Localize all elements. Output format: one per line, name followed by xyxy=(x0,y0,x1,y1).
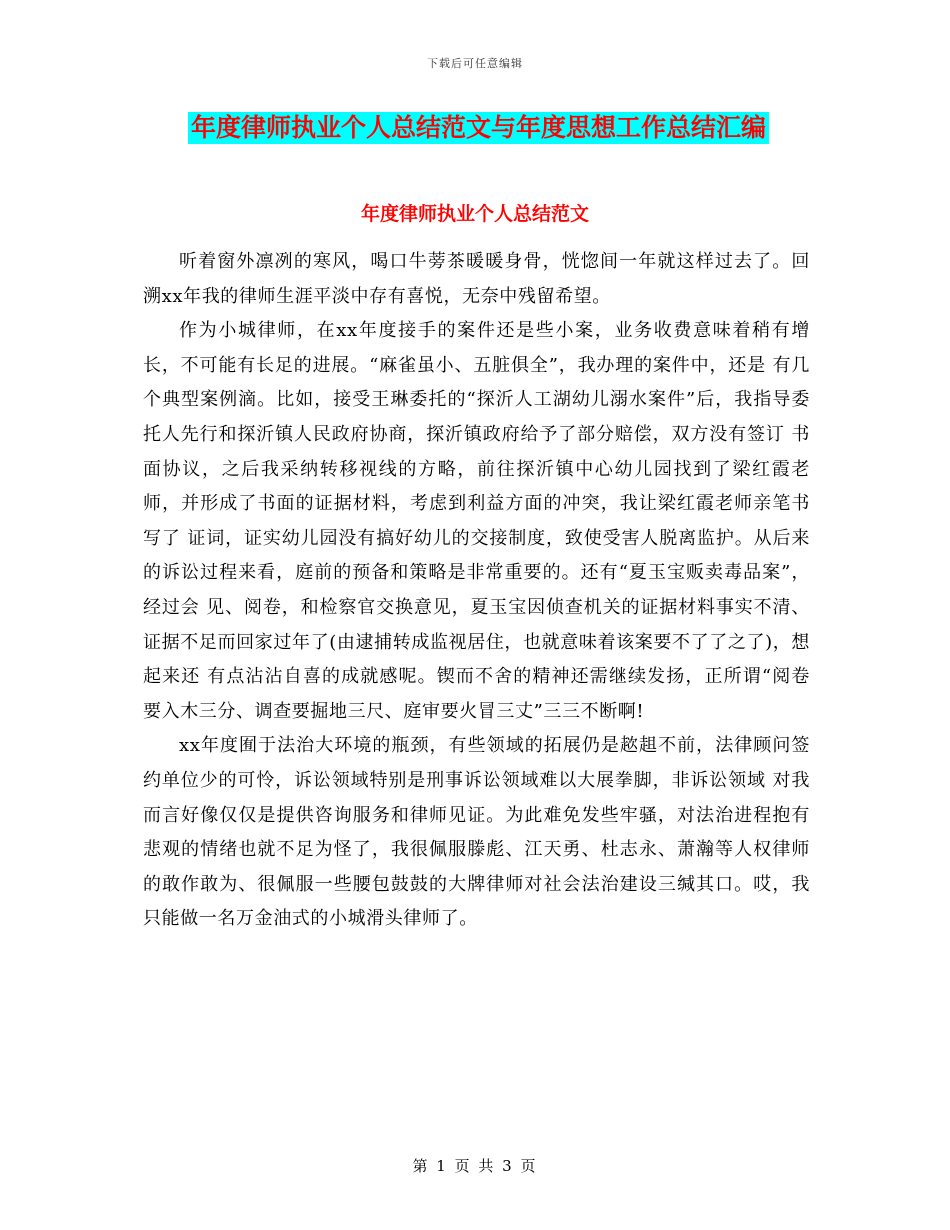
page-number: 第 1 页 共 3 页 xyxy=(412,1157,538,1175)
paragraph-3: xx年度囿于法治大环境的瓶颈，有些领域的拓展仍是趑趄不前，法律顾问签约单位少的可怜，诉讼领域特别是刑事诉讼领域难以大展拳脚，非诉讼领域 对我而言好像仅仅是提供咨询服务和律师见证。为此难免发些牢骚，对法治进程抱有悲观的情绪也就不足为怪了，我很佩服滕彪、江天勇、杜志永、萧瀚等人权律师 的敢作敢为、很佩服一些腰包鼓鼓的大牌律师对社会法治建设三缄其口。哎，我只能做一名万金油式的小城滑头律师了。 xyxy=(143,735,810,930)
body-text xyxy=(143,245,810,937)
main-title: 年度律师执业个人总结范文与年度思想工作总结汇编 xyxy=(188,112,769,144)
main-title-container xyxy=(188,112,808,144)
paragraph-1: 听着窗外凛冽的寒风，喝口牛蒡茶暖暖身骨，恍惚间一年就这样过去了。回溯xx年我的律师生涯平淡中存有喜悦，无奈中残留希望。 xyxy=(143,251,810,307)
header-note: 下载后可任意编辑 xyxy=(427,57,523,70)
paragraph-2: 作为小城律师，在xx年度接手的案件还是些小案，业务收费意味着稍有增长，不可能有长足的进展。“麻雀虽小、五脏俱全”，我办理的案件中，还是 有几个典型案例滴。比如，接受王琳委托的“探沂人工湖幼儿溺水案件”后，我指导委托人先行和探沂镇人民政府协商，探沂镇政府给予了部分赔偿，双方没有签订 书面协议，之后我采纳转移视线的方略，前往探沂镇中心幼儿园找到了梁红霞老师，并形成了书面的证据材料，考虑到利益方面的冲突，我让梁红霞老师亲笔书写了 证词，证实幼儿园没有搞好幼儿的交接制度，致使受害人脱离监护。从后来的诉讼过程来看，庭前的预备和策略是非常重要的。还有“夏玉宝贩卖毒品案”，经过会 见、阅卷，和检察官交换意见，夏玉宝因侦查机关的证据材料事实不清、证据不足而回家过年了(由逮捕转成监视居住，也就意味着该案要不了了之了)，想起来还 有点沾沾自喜的成就感呢。锲而不舍的精神还需继续发扬，正所谓“阅卷要入木三分、调查要掘地三尺、庭审要火冒三丈”三三不断啊! xyxy=(143,320,810,722)
sub-title: 年度律师执业个人总结范文 xyxy=(360,203,589,225)
